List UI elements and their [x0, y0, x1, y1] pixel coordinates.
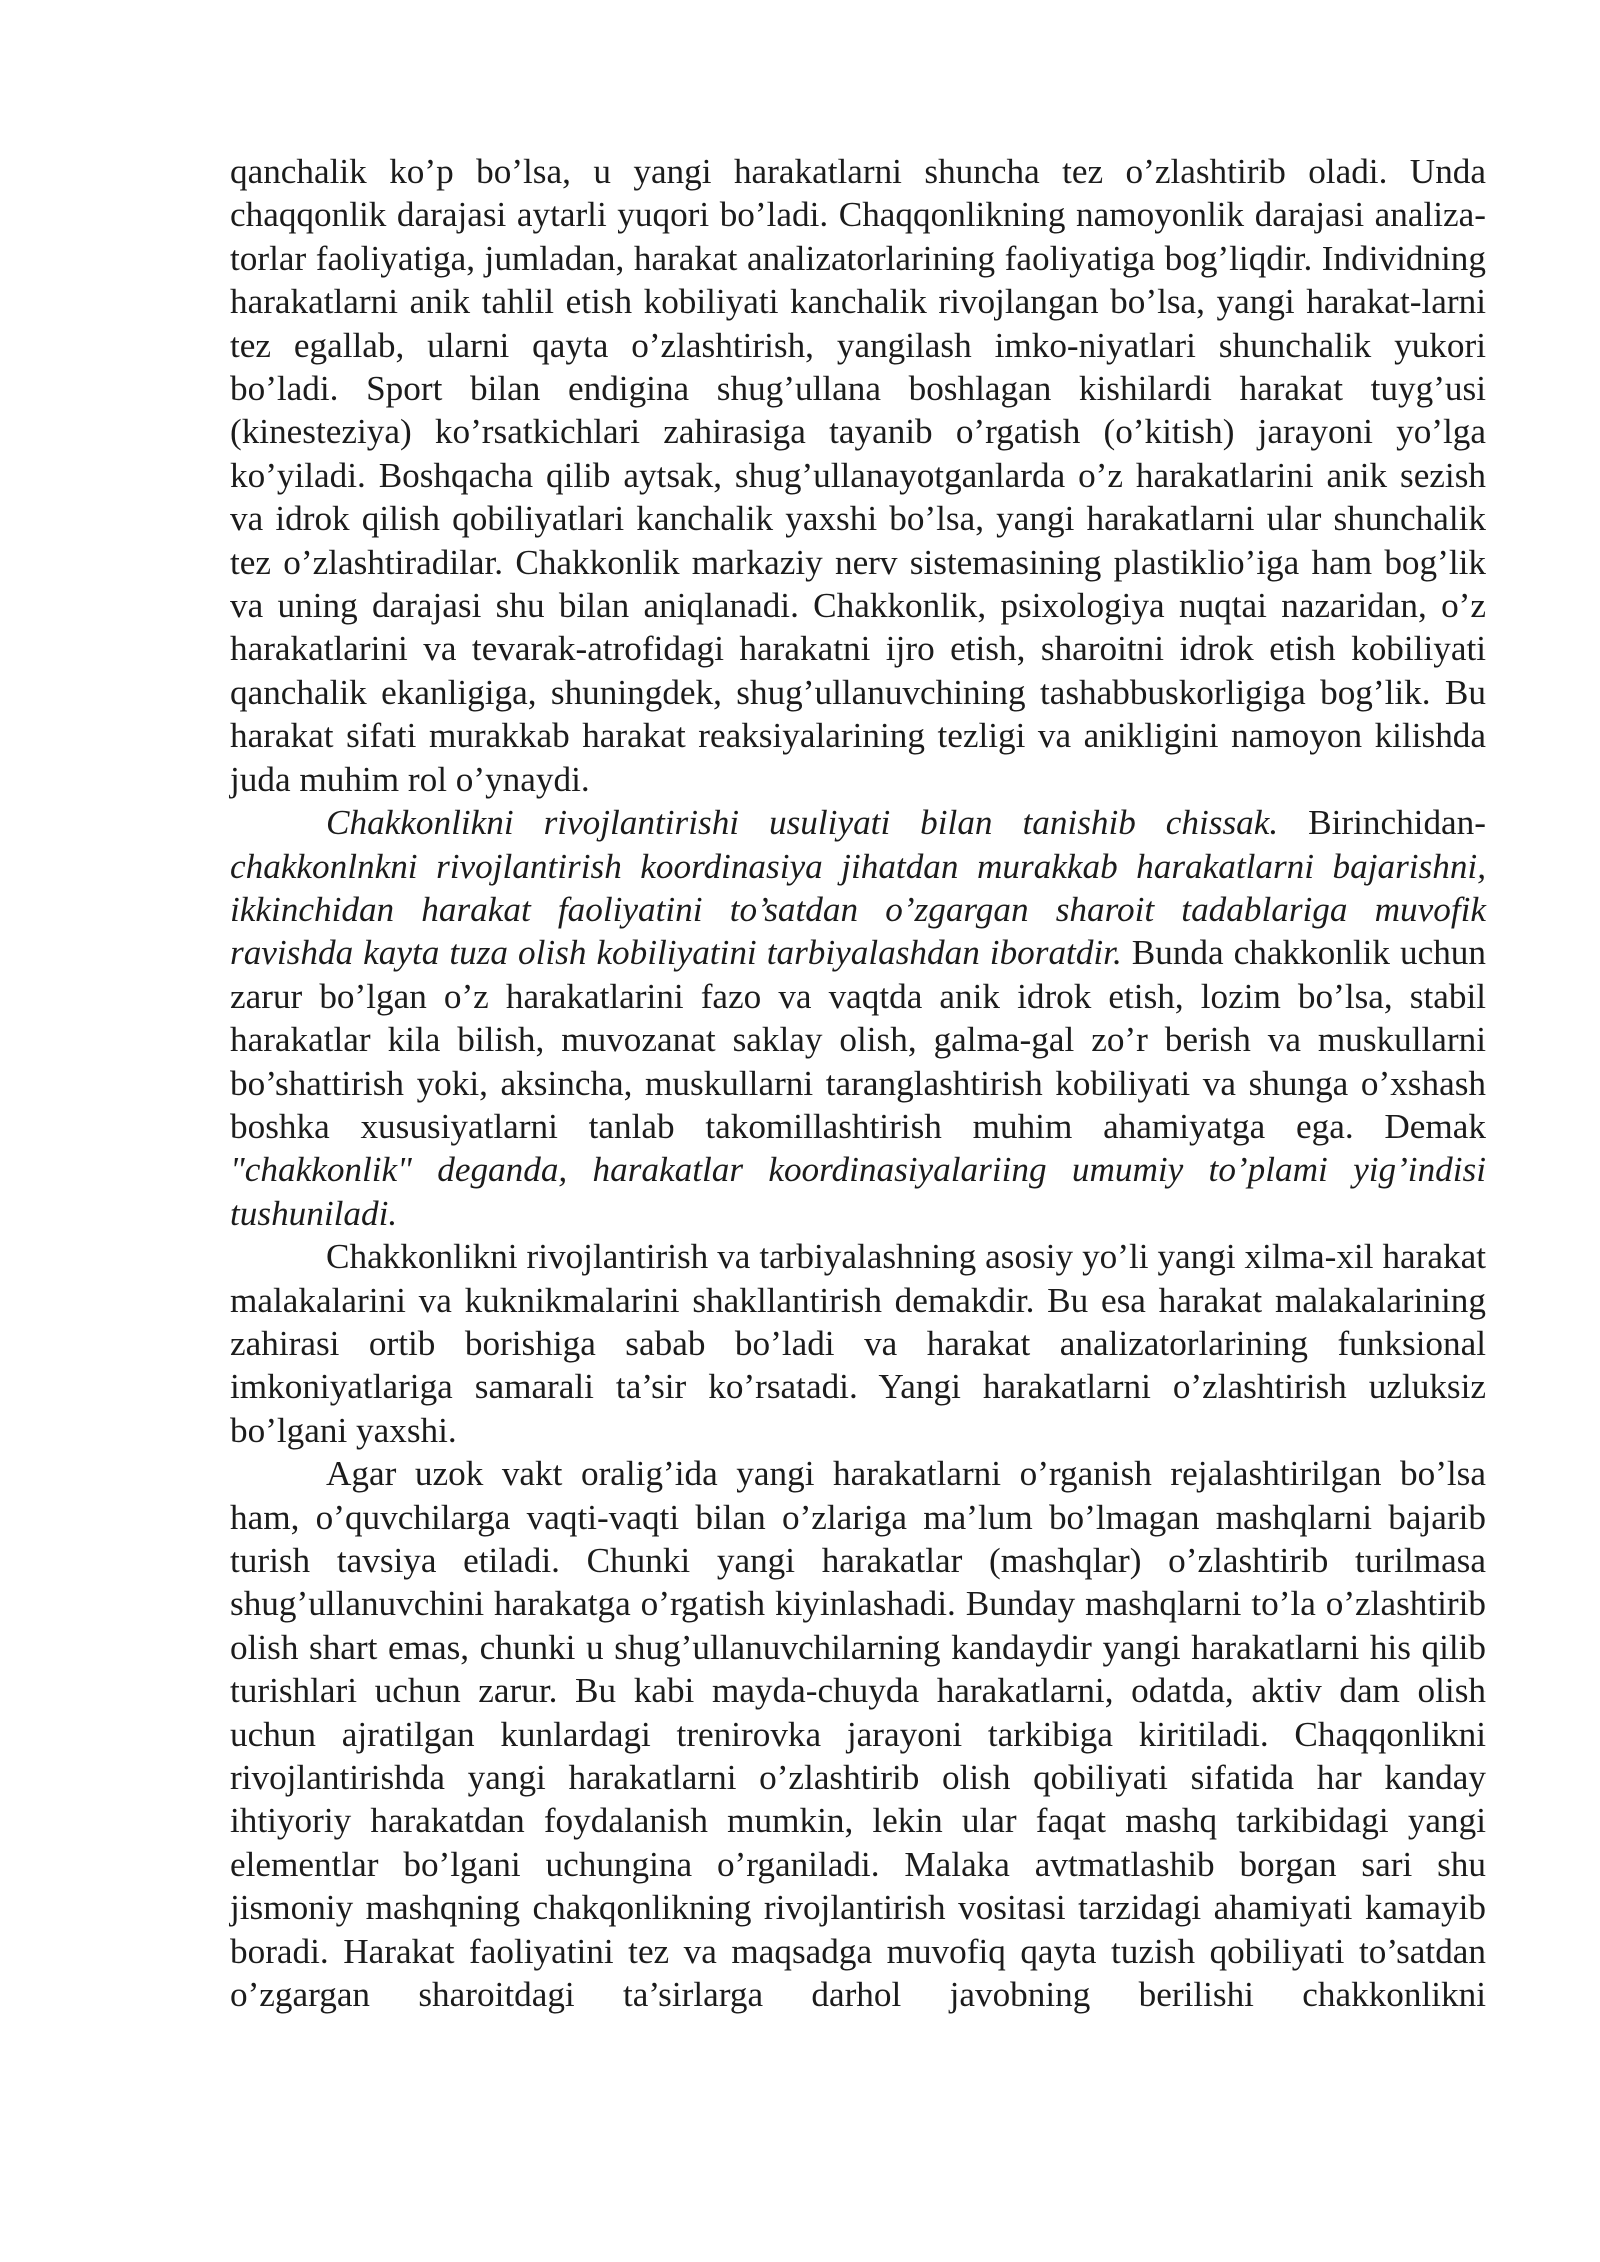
- paragraph-text: Chakkonlikni rivojlantirish va tarbiyalashning asosiy yo’li yangi xilma-xil harakat malakalarini va kuknikmalarini shakllantirish demakdir. Bu esa harakat malakalarining zahirasi ortib borishiga sabab bo’ladi va harakat analizatorlarining funksional imkoniyatlariga samarali ta’sir ko’rsatadi. Yangi harakatlarni o’zlashtirish uzluksiz bo’lgani yaxshi.: [230, 1237, 1486, 1450]
- paragraph-text: qanchalik ko’p bo’lsa, u yangi harakatlarni shuncha tez o’zlashtirib oladi. Unda chaqqonlik darajasi aytarli yuqori bo’ladi. Chaqqonlikning namoyonlik darajasi analiza-torlar faoliyatiga, jumladan, harakat analizatorlarining faoliyatiga bog’liqdir. Individning harakatlarni anik tahlil etish kobiliyati kanchalik rivojlangan bo’lsa, yangi harakat-larni tez egallab, ularni qayta o’zlashtirish, yangilash imko-niyatlari shunchalik yukori bo’ladi. Sport bilan endigina shug’ullana boshlagan kishilardi harakat tuyg’usi (kinesteziya) ko’rsatkichlari zahirasiga tayanib o’rgatish (o’kitish) jarayoni yo’lga ko’yiladi. Boshqacha qilib aytsak, shug’ullanayotganlarda o’z harakatlarini anik sezish va idrok qilish qobiliyatlari kanchalik yaxshi bo’lsa, yangi harakatlarni ular shunchalik tez o’zlashtiradilar. Chakkonlik markaziy nerv sistemasining plastiklio’iga ham bog’lik va uning darajasi shu bilan aniqlanadi. Chakkonlik, psixologiya nuqtai nazaridan, o’z harakatlarini va tevarak-atrofidagi harakatni ijro etish, sharoitni idrok etish kobiliyati qanchalik ekanligiga, shuningdek, shug’ullanuvchining tashabbuskorligiga bog’lik. Bu harakat sifati murakkab harakat reaksiyalarining tezligi va anikligini namoyon kilishda juda muhim rol o’ynaydi.: [230, 152, 1486, 799]
- italic-text: Chakkonlikni rivojlantirishi usuliyati bilan tanishib chissak.: [326, 803, 1279, 843]
- paragraph-continuation: [230, 150, 1486, 801]
- paragraph-text: Birinchidan-: [1278, 803, 1486, 843]
- italic-definition: "chakkonlik" deganda, harakatlar koordinasiyalariing umumiy to’plami yig’indisi tushuniladi.: [230, 1150, 1486, 1233]
- italic-definition: chakkonlnkni rivojlantirish koordinasiya jihatdan murakkab harakatlarni bajarishni, ikkinchidan harakat faoliyatini to’satdan o’zgargan sharoit tadablariga muvofik ravishda kayta tuza olish kobiliyatini tarbiyalashdan iboratdir.: [230, 846, 1486, 973]
- paragraph-new-movements: [230, 1452, 1486, 2016]
- paragraph-text: Bunda chakkonlik uchun zarur bo’lgan o’z harakatlarini fazo va vaqtda anik idrok etish, lozim bo’lsa, stabil harakatlar kila bilish, muvozanat saklay olish, galma-gal zo’r berish va muskullarni bo’shattirish yoki, aksincha, muskullarni taranglashtirish kobiliyati va shunga o’xshash boshka xususiyatlarni tanlab takomillashtirish muhim ahamiyatga ega. Demak: [230, 933, 1486, 1146]
- paragraph-text: Agar uzok vakt oralig’ida yangi harakatlarni o’rganish rejalashtirilgan bo’lsa ham, o’quvchilarga vaqti-vaqti bilan o’zlariga ma’lum bo’lmagan mashqlarni bajarib turish tavsiya etiladi. Chunki yangi harakatlar (mashqlar) o’zlashtirib turilmasa shug’ullanuvchini harakatga o’rgatish kiyinlashadi. Bunday mashqlarni to’la o’zlashtirib olish shart emas, chunki u shug’ullanuvchilarning kandaydir yangi harakatlarni his qilib turishlari uchun zarur. Bu kabi mayda-chuyda harakatlarni, odatda, aktiv dam olish uchun ajratilgan kunlardagi trenirovka jarayoni tarkibiga kiritiladi. Chaqqonlikni rivojlantirishda yangi harakatlarni o’zlashtirib olish qobiliyati sifatida har kanday ihtiyoriy harakatdan foydalanish mumkin, lekin ular faqat mashq tarkibidagi yangi elementlar bo’lgani uchungina o’rganiladi. Malaka avtmatlashib borgan sari shu jismoniy mashqning chakqonlikning rivojlantirish vositasi tarzidagi ahamiyati kamayib boradi. Harakat faoliyatini tez va maqsadga muvofiq qayta tuzish qobiliyati to’satdan o’zgargan sharoitdagi ta’sirlarga darhol javobning berilishi chakkonlikni: [230, 1454, 1486, 2015]
- paragraph-method: [230, 801, 1486, 1235]
- paragraph-main-way: [230, 1235, 1486, 1452]
- document-page: [230, 150, 1486, 2016]
